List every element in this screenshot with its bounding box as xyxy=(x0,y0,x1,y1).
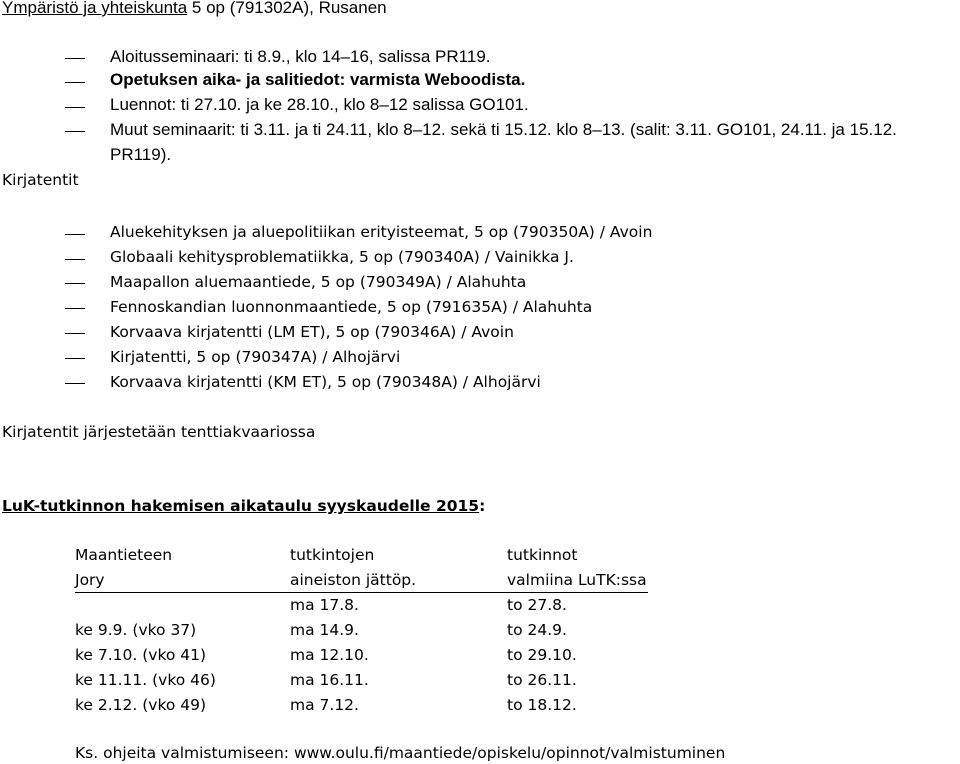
books-label: Kirjatentit xyxy=(2,171,79,189)
course-title-code: 5 op (791302A), Rusanen xyxy=(187,0,387,17)
header-underline xyxy=(75,592,648,593)
book-item: Fennoskandian luonnonmaantiede, 5 op (791635A) / Alahuhta xyxy=(110,298,593,316)
book-item: Globaali kehitysproblematiikka, 5 op (790340A) / Vainikka J. xyxy=(110,248,574,266)
dash-marker xyxy=(65,58,85,59)
dash-marker xyxy=(65,308,85,309)
dash-marker xyxy=(65,82,85,83)
graduation-link[interactable]: Ks. ohjeita valmistumiseen: www.oulu.fi/maantiede/opiskelu/opinnot/valmistuminen xyxy=(75,744,726,762)
schedule-heading xyxy=(2,497,485,515)
course-title xyxy=(2,0,387,18)
dash-marker xyxy=(65,131,85,132)
course-item-bold: Opetuksen aika- ja salitiedot: varmista Weboodista. xyxy=(110,70,526,89)
book-item: Kirjatentti, 5 op (790347A) / Alhojärvi xyxy=(110,348,401,366)
schedule-heading-colon: : xyxy=(479,497,486,515)
row-ready: to 18.12. xyxy=(507,696,577,714)
header-col3-line2: valmiina LuTK:ssa xyxy=(507,571,647,589)
book-item: Aluekehityksen ja aluepolitiikan erityisteemat, 5 op (790350A) / Avoin xyxy=(110,223,653,241)
header-col1-line1: Maantieteen xyxy=(75,546,173,564)
row-jory: ke 7.10. (vko 41) xyxy=(75,646,207,664)
row-deadline: ma 17.8. xyxy=(290,596,359,614)
row-ready: to 26.11. xyxy=(507,671,577,689)
book-item: Korvaava kirjatentti (LM ET), 5 op (790346A) / Avoin xyxy=(110,323,514,341)
dash-marker xyxy=(65,358,85,359)
course-title-name: Ympäristö ja yhteiskunta xyxy=(2,0,188,17)
schedule-heading-text: LuK-tutkinnon hakemisen aikataulu syyskaudelle 2015 xyxy=(2,497,480,515)
dash-marker xyxy=(65,234,85,235)
row-ready: to 29.10. xyxy=(507,646,577,664)
row-deadline: ma 14.9. xyxy=(290,621,359,639)
row-deadline: ma 7.12. xyxy=(290,696,359,714)
row-jory: ke 9.9. (vko 37) xyxy=(75,621,197,639)
course-item: Luennot: ti 27.10. ja ke 28.10., klo 8–12 salissa GO101. xyxy=(110,95,529,114)
dash-marker xyxy=(65,333,85,334)
row-jory: ke 2.12. (vko 49) xyxy=(75,696,207,714)
row-ready: to 24.9. xyxy=(507,621,567,639)
header-col3-line1: tutkinnot xyxy=(507,546,578,564)
book-item: Maapallon aluemaantiede, 5 op (790349A) / Alahuhta xyxy=(110,273,527,291)
row-deadline: ma 12.10. xyxy=(290,646,369,664)
header-col1-line2: Jory xyxy=(75,571,105,589)
dash-marker xyxy=(65,107,85,108)
books-note: Kirjatentit järjestetään tenttiakvaariossa xyxy=(2,423,316,441)
header-col2-line1: tutkintojen xyxy=(290,546,375,564)
dash-marker xyxy=(65,383,85,384)
course-item: Muut seminaarit: ti 3.11. ja ti 24.11, klo 8–12. sekä ti 15.12. klo 8–13. (salit: 3.11. GO101, 24.11. ja 15.12. xyxy=(110,120,897,139)
course-item-continuation: PR119). xyxy=(110,145,172,164)
row-deadline: ma 16.11. xyxy=(290,671,369,689)
dash-marker xyxy=(65,259,85,260)
row-ready: to 27.8. xyxy=(507,596,567,614)
course-item: Aloitusseminaari: ti 8.9., klo 14–16, salissa PR119. xyxy=(110,47,491,66)
header-col2-line2: aineiston jättöp. xyxy=(290,571,417,589)
book-item: Korvaava kirjatentti (KM ET), 5 op (790348A) / Alhojärvi xyxy=(110,373,541,391)
row-jory: ke 11.11. (vko 46) xyxy=(75,671,216,689)
dash-marker xyxy=(65,283,85,284)
